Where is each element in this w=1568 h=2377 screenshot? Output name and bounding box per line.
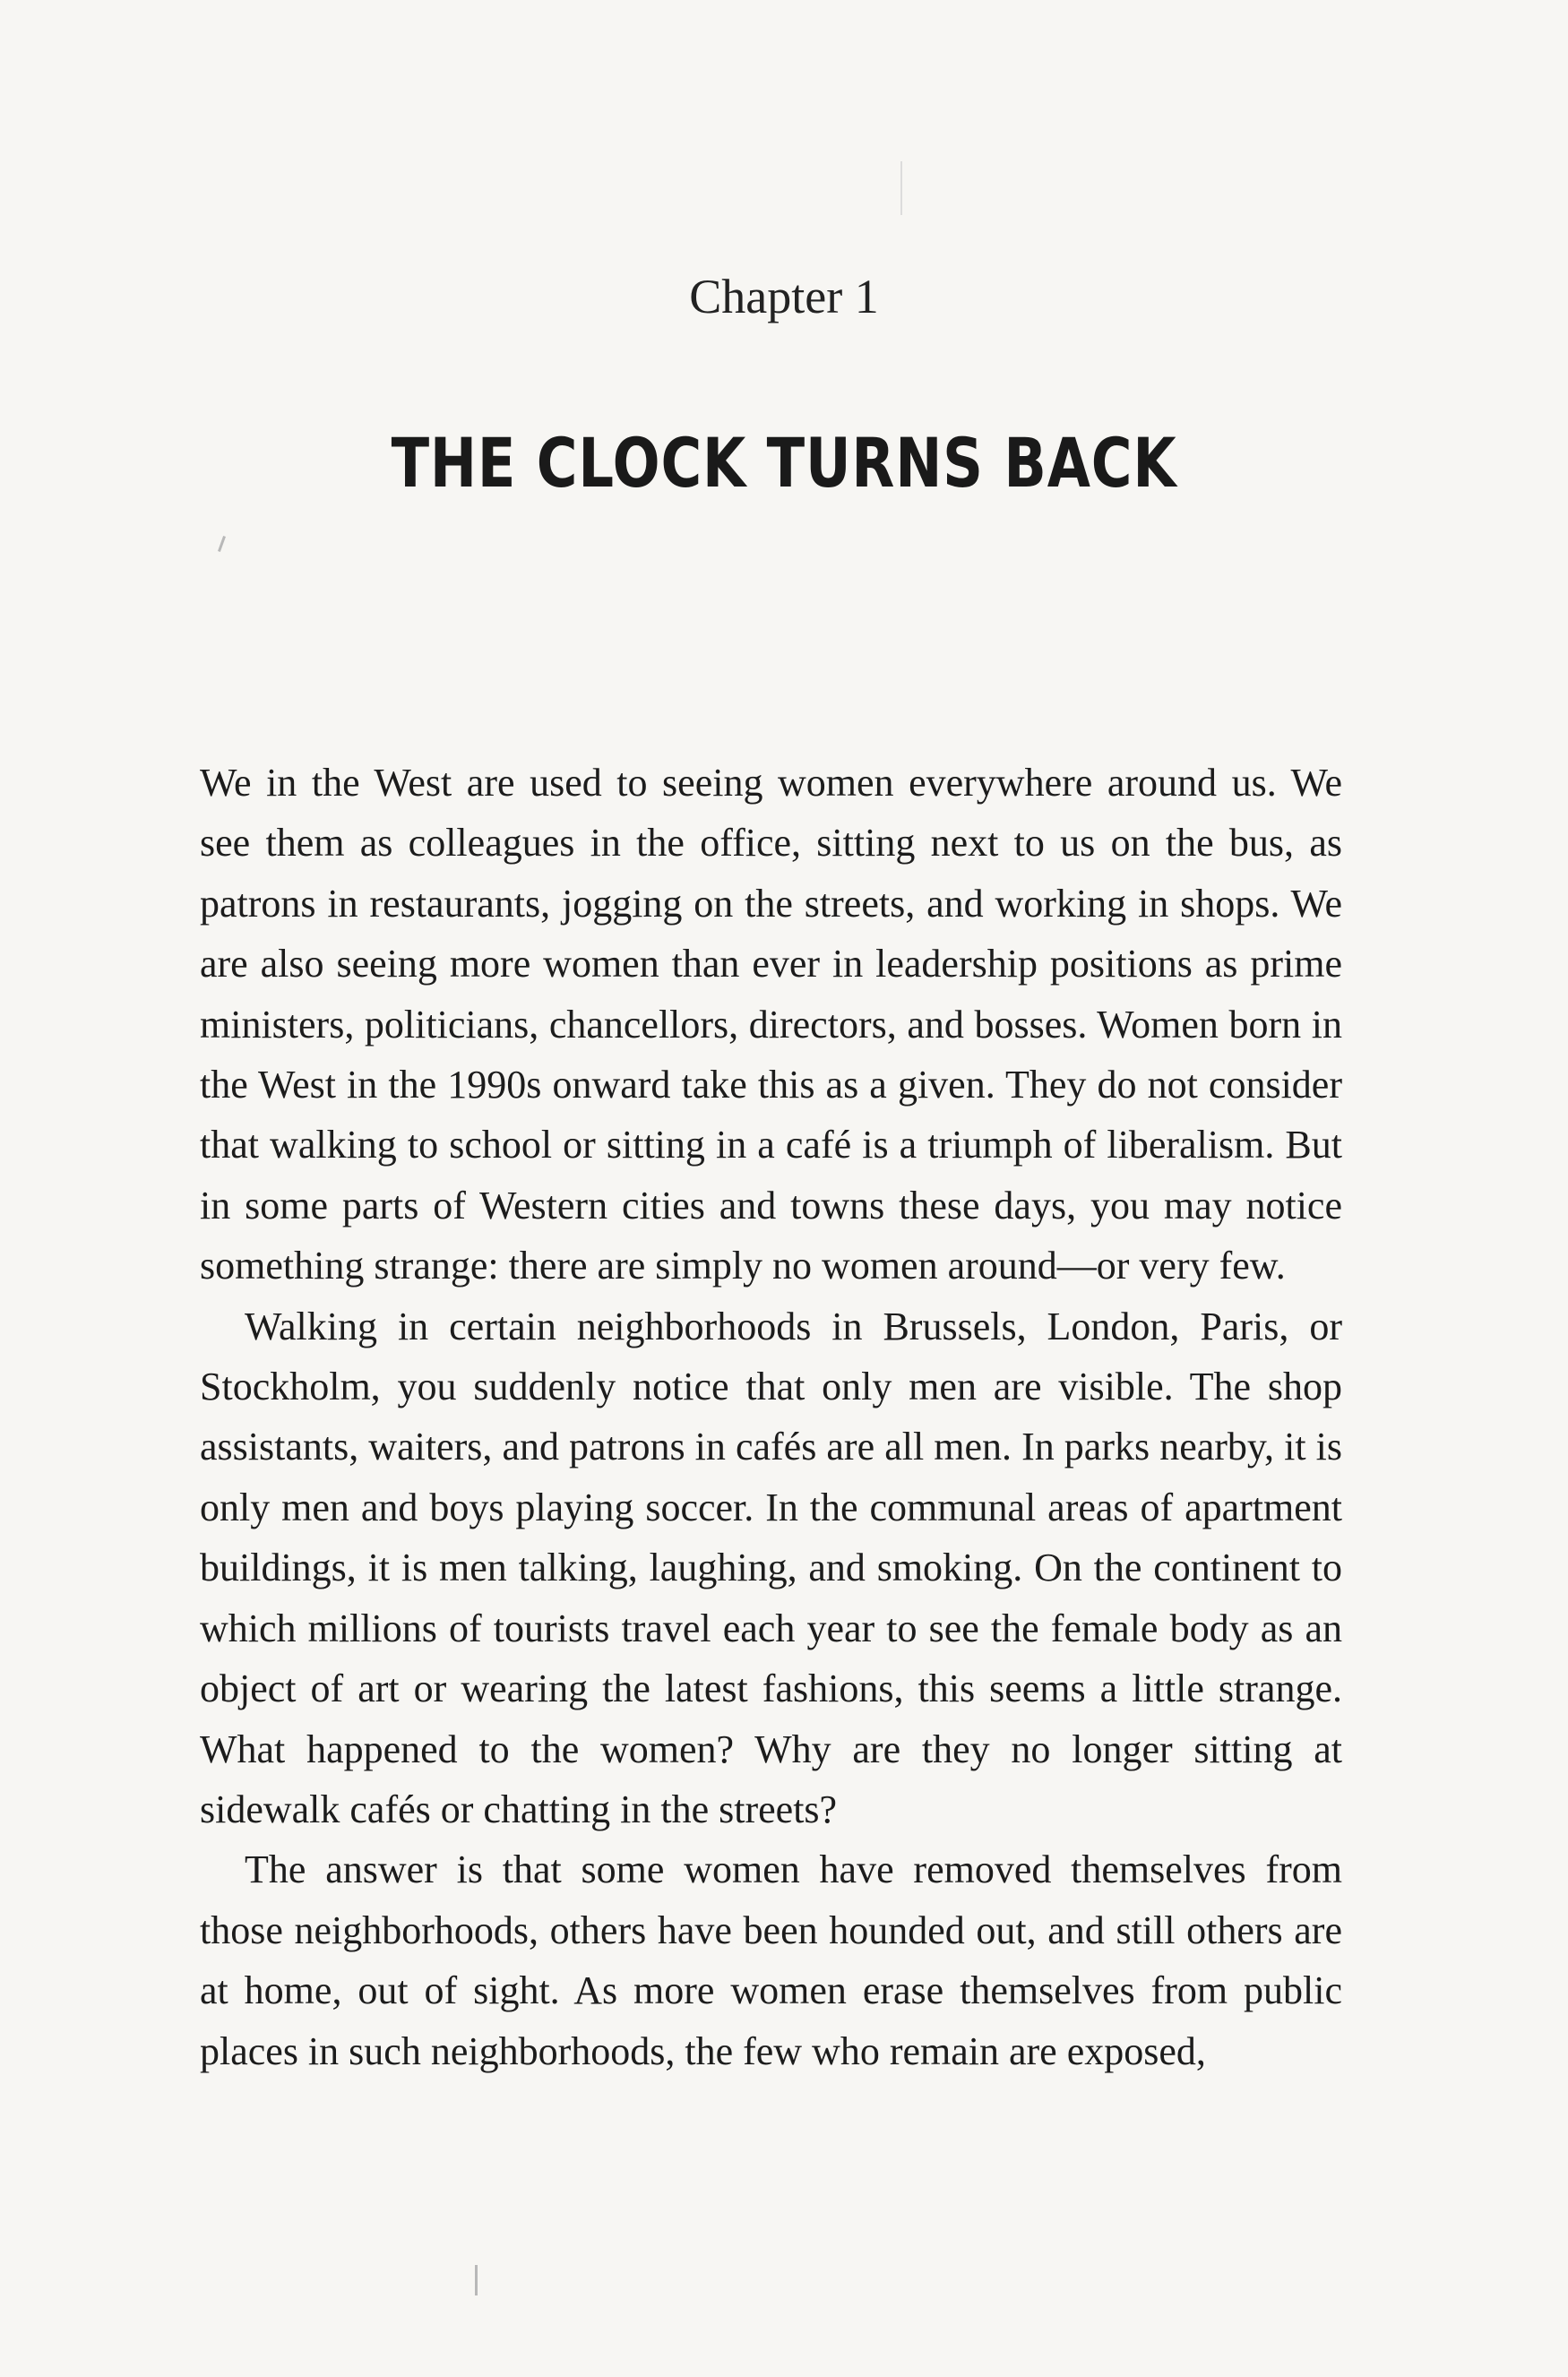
chapter-title: THE CLOCK TURNS BACK: [391, 423, 1177, 503]
scan-mark: [475, 2265, 478, 2295]
paragraph-2: Walking in certain neighborhoods in Brussels, London, Paris, or Stockholm, you suddenly notice that only men are visible. The shop assistants, waiters, and patrons in cafés are all men. In parks nearby, it is only men and boys playing soccer. In the communal areas of apartment buildings, it is men talking, laughing, and smoking. On the continent to which millions of tourists travel each year to see the female body as an object of art or wearing the latest fashions, this seems a little strange. What happened to the women? Why are they no longer sitting at sidewalk cafés or chatting in the streets?: [200, 1304, 1342, 1831]
scan-mark: [900, 161, 902, 215]
chapter-number: Chapter 1: [689, 270, 879, 323]
body-text: [200, 753, 1342, 2081]
scan-mark: [218, 536, 226, 552]
paragraph-3: The answer is that some women have removed themselves from those neighborhoods, others have been hounded out, and still others are at home, out of sight. As more women erase themselves from public places in such neighborhoods, the few who remain are exposed,: [200, 1847, 1342, 2073]
paragraph-1: We in the West are used to seeing women everywhere around us. We see them as colleagues in the office, sitting next to us on the bus, as patrons in restaurants, jogging on the streets, and working in shops. We are also seeing more women than ever in leadership positions as prime ministers, politicians, chancellors, directors, and bosses. Women born in the West in the 1990s onward take this as a given. They do not consider that walking to school or sitting in a café is a triumph of liberalism. But in some parts of Western cities and towns these days, you may notice something strange: there are simply no women around—or very few.: [200, 761, 1342, 1288]
